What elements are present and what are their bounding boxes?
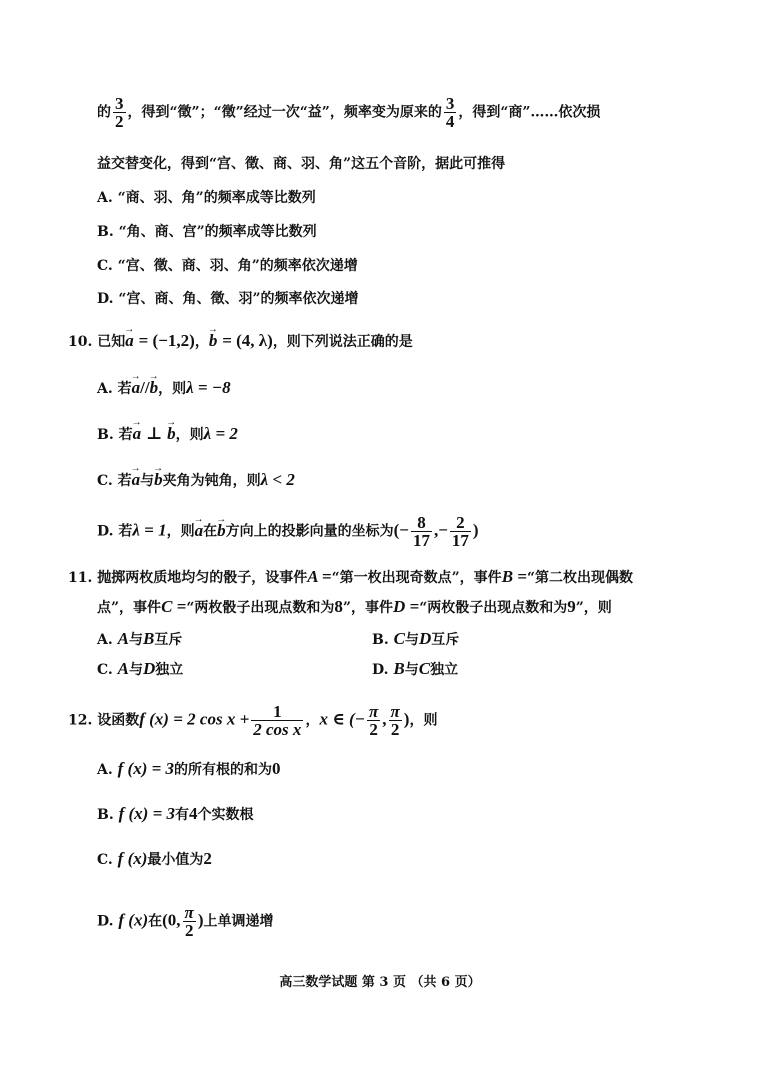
q9-option-d: D. “宫、商、角、徵、羽”的频率依次递增 [97,291,359,307]
option-text: 个实数根 [197,807,254,823]
vector-a: → a [132,471,141,489]
q10-text: 已知 [97,334,126,350]
q10-text: ， [194,334,209,350]
option-text: 互斥 [154,632,183,648]
math-expr: C [393,629,405,648]
option-label: D. 若 [97,523,133,540]
math-expr: f (x) [118,910,149,930]
option-label: A. 若 [97,381,132,397]
q12-text: 设函数 [97,712,140,729]
math-expr: B [393,659,405,678]
perpendicular-symbol: ⊥ [145,424,163,443]
math-expr: C = [161,597,187,616]
math-expr: D [418,629,432,648]
function-expr: f (x) = 2 cos x + [139,709,250,729]
q12-option-a [97,760,281,779]
q10-option-d [97,514,479,549]
option-text: 上单调递增 [203,913,274,930]
option-text: 方向上的投影向量的坐标为 [225,523,394,540]
question-number: 12. [68,712,93,729]
q11-stem-line-2 [97,598,612,617]
q11-text: “两枚骰子出现点数和为 [186,600,335,616]
domain-expr: , [382,709,387,729]
domain-expr: ) [403,709,410,729]
option-label: C. 若 [97,473,132,489]
option-text: 与 [128,632,143,648]
option-text: ，则 [166,523,195,540]
fraction-numerator: 2 [456,513,465,532]
fraction-numerator: π [390,702,400,721]
fraction-denominator: 2 cos x [253,720,302,739]
q9-fraction-3-2 [113,95,126,130]
q9-line-2: 益交替变化，得到“宫、徵、商、羽、角”这五个音阶，据此可推得 [97,156,506,172]
option-text: 互斥 [431,632,460,648]
parallel-symbol: // [140,378,150,397]
math-expr: f (x) = 3 [117,759,175,778]
q10-option-c [97,471,295,490]
fraction-numerator: 3 [115,94,124,113]
fraction-denominator: 2 [367,720,380,738]
vector-a-value: = (−1,2) [138,331,195,350]
option-label: B. [97,807,114,823]
q11-text: “第一枚出现奇数点”，事件 [331,570,502,586]
q11-text: ”，事件 [342,600,393,616]
q12-option-d [97,904,274,939]
fraction-denominator: 17 [451,531,469,550]
q12-text: ， [305,712,320,729]
math-expr: λ = −8 [186,378,231,397]
option-text: 在 [203,523,218,540]
fraction-denominator: 4 [445,112,455,131]
option-label: B. 若 [97,427,133,443]
q9-text: ，得到“徵”；“徵”经过一次“益”，频率变为原来的 [127,104,442,121]
math-expr: B = [501,567,527,586]
math-expr: D [143,659,156,678]
vector-b: → b [154,471,163,489]
vector-a: → a [132,379,141,397]
q9-text: 的 [97,104,111,121]
option-text: 与 [404,632,419,648]
q11-text: 抛掷两枚质地均匀的骰子，设事件 [97,570,308,586]
math-expr: λ = 1 [132,520,167,540]
fraction-numerator: 3 [445,94,455,113]
q11-text: “第二枚出现偶数 [526,570,634,586]
vector-a: → a [195,522,204,540]
option-text: 夹角为钝角，则 [162,473,261,489]
q11-option-b [372,630,459,649]
math-expr: 0 [272,759,281,778]
q9-option-c: C. “宫、徵、商、羽、角”的频率依次递增 [97,258,358,274]
vector-b: → b [167,425,176,443]
option-label: D. [97,913,114,930]
q9-option-a: A. “商、羽、角”的频率成等比数列 [97,190,316,206]
fraction-numerator: 1 [273,702,282,721]
option-text: 与 [140,473,155,489]
option-text: 有 [175,807,190,823]
math-expr: (− [393,520,409,540]
option-text: 与 [129,662,143,678]
math-expr: A = [307,567,332,586]
option-text: 独立 [430,662,459,678]
q9-fraction-3-4 [444,95,457,130]
math-expr: λ = 2 [203,424,238,443]
fraction-denominator: 2 [389,720,402,738]
option-text: ，则 [175,427,204,443]
math-expr: A [117,659,129,678]
option-label: B. [372,632,389,648]
math-expr: ) [197,910,204,930]
option-text: 与 [404,662,419,678]
page-footer: 高三数学试题 第 3 页 （共 6 页） [279,975,481,990]
option-text: ，则 [158,381,187,397]
math-expr: A [117,629,129,648]
fraction-numerator: π [184,903,194,922]
fraction-pi-2 [367,703,380,738]
q11-option-a [97,630,182,649]
vector-b: → b [150,379,159,397]
q11-text: “两枚骰子出现点数和为 [419,600,568,616]
question-number: 11. [68,570,93,586]
q12-option-b [97,805,254,824]
vector-b: → b [209,332,218,350]
math-expr: ,− [433,520,448,540]
fraction-denominator: 2 [183,921,196,939]
fraction-numerator: 8 [417,513,426,532]
vector-a: → a [133,425,142,443]
option-label: A. [97,762,113,778]
math-expr: 4 [189,804,198,823]
math-expr: λ < 2 [260,470,295,489]
domain-expr: x ∈ (− [319,709,365,729]
q11-stem-line-1 [68,568,633,587]
vector-a: → a [125,332,134,350]
q11-option-d [372,660,458,679]
fraction-2-17 [450,514,471,549]
math-expr: ) [472,520,479,540]
math-expr: 8 [334,597,343,616]
math-expr: 2 [203,849,212,868]
option-text: 最小值为 [147,852,204,868]
q12-text: ，则 [409,712,438,729]
q9-option-b: B. “角、商、宫”的频率成等比数列 [97,224,317,240]
option-label: C. [97,662,113,678]
q11-option-c [97,660,183,679]
vector-b: → b [217,522,226,540]
fraction-numerator: π [368,702,379,721]
q12-option-c [97,850,212,869]
fraction-denominator: 17 [412,531,430,550]
option-label: A. [97,632,113,648]
math-expr: B [142,629,155,648]
q12-stem [68,703,437,738]
fraction-1-over-2cosx [251,703,303,738]
option-text: 的所有根的和为 [174,762,273,778]
fraction-pi-2 [183,904,196,939]
q9-text: ，得到“商”……依次损 [458,104,601,121]
option-text: 独立 [155,662,184,678]
option-text: 在 [148,913,163,930]
option-label: D. [372,662,389,678]
q10-text: ，则下列说法正确的是 [272,334,413,350]
fraction-denominator: 2 [115,112,124,131]
vector-b-value: = (4, λ) [222,331,273,350]
math-expr: f (x) = 3 [118,804,176,823]
fraction-pi-2 [389,703,402,738]
math-expr: C [418,659,431,678]
question-number: 10. [68,334,93,350]
math-expr: f (x) [117,849,148,868]
math-expr: (0, [162,910,181,930]
q10-option-b [97,425,238,444]
option-label: C. [97,852,113,868]
q9-line-1 [97,95,600,130]
q10-option-a [97,379,231,398]
q11-text: ”，则 [575,600,612,616]
q11-text: 点”，事件 [97,600,162,616]
math-expr: D = [392,597,420,616]
math-expr: 9 [567,597,576,616]
q10-stem [68,332,413,351]
fraction-8-17 [411,514,432,549]
